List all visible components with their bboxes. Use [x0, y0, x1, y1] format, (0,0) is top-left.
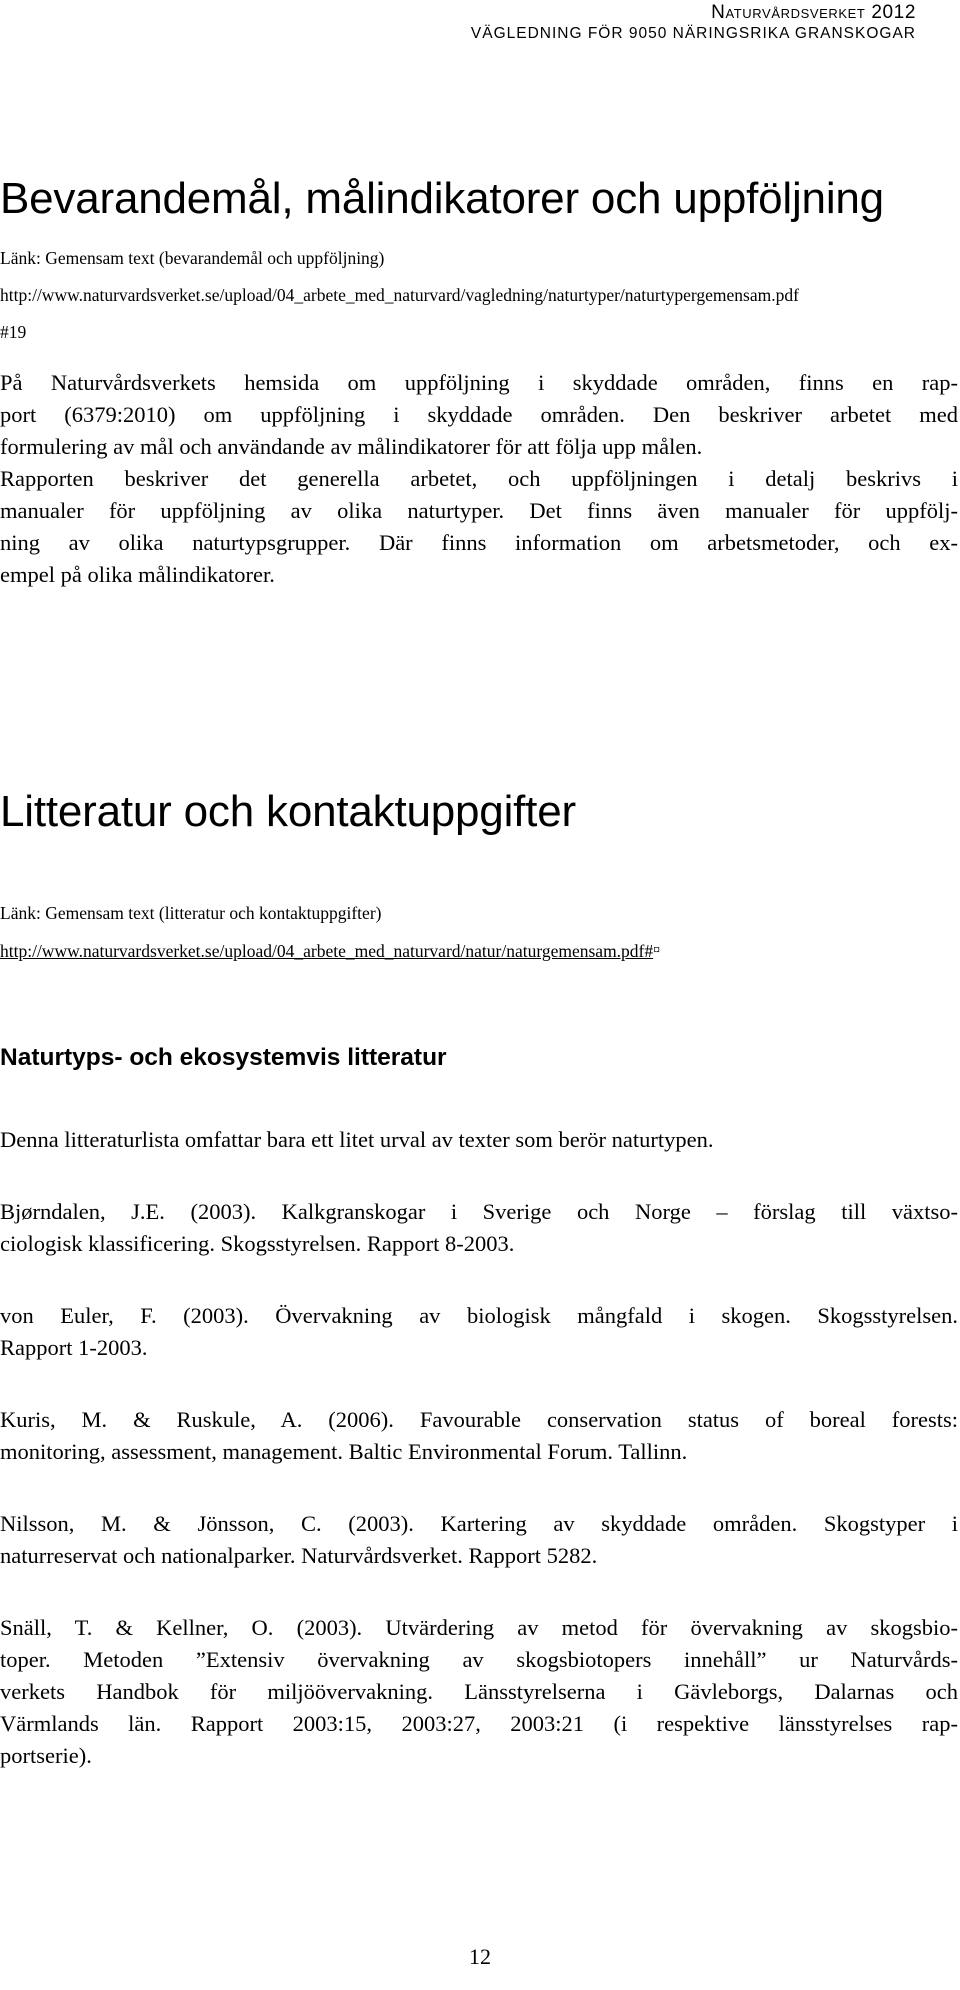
paragraph-line: port (6379:2010) om uppföljning i skyddade områden. Den beskriver arbetet med [0, 402, 958, 427]
currency-sign-icon: ¤ [653, 943, 661, 958]
reference-line: von Euler, F. (2003). Övervakning av biologisk mångfald i skogen. Skogsstyrelsen. [0, 1303, 958, 1328]
reference-line: portserie). [0, 1743, 92, 1768]
page-header [471, 0, 916, 44]
reference-line: naturreservat och nationalparker. Naturvårdsverket. Rapport 5282. [0, 1543, 598, 1568]
paragraph-line: På Naturvårdsverkets hemsida om uppföljning i skyddade områden, finns en rap- [0, 370, 958, 395]
reference-line: ciologisk klassificering. Skogsstyrelsen. Rapport 8-2003. [0, 1231, 515, 1256]
paragraph-line: formulering av mål och användande av målindikatorer för att följa upp målen. [0, 434, 703, 459]
link-url-bevarandemal[interactable]: http://www.naturvardsverket.se/upload/04_arbete_med_naturvard/vagledning/naturtyper/naturtypergemensam.pdf [0, 285, 799, 305]
section-heading-bevarandemal: Bevarandemål, målindikatorer och uppföljning [0, 174, 884, 223]
link-anchor-bevarandemal[interactable]: #19 [0, 322, 27, 342]
page-number: 12 [469, 1944, 491, 1969]
header-title: Naturvårdsverket 2012 [711, 2, 916, 23]
section-heading-litteratur: Litteratur och kontaktuppgifter [0, 787, 576, 836]
reference-line: Nilsson, M. & Jönsson, C. (2003). Kartering av skyddade områden. Skogstyper i [0, 1511, 958, 1536]
paragraph-line: ning av olika naturtypsgrupper. Där finns information om arbetsmetoder, och ex- [0, 530, 958, 555]
paragraph-line: empel på olika målindikatorer. [0, 562, 275, 587]
reference-line: Värmlands län. Rapport 2003:15, 2003:27, 2003:21 (i respektive länsstyrelses rap- [0, 1711, 958, 1736]
intro-text [0, 1124, 958, 1156]
section-heading-naturtyp-litteratur: Naturtyps- och ekosystemvis litteratur [0, 1044, 447, 1071]
reference-line: Snäll, T. & Kellner, O. (2003). Utvärdering av metod för övervakning av skogsbio- [0, 1615, 958, 1640]
reference-item [0, 1612, 958, 1772]
header-subtitle: VÄGLEDNING FÖR 9050 NÄRINGSRIKA GRANSKOGAR [470, 25, 916, 42]
reference-item [0, 1196, 958, 1260]
reference-line: verkets Handbok för miljöövervakning. Länsstyrelserna i Gävleborgs, Dalarnas och [0, 1679, 958, 1704]
paragraph-line: manualer för uppföljning av olika naturtyper. Det finns även manualer för uppfölj- [0, 498, 958, 523]
link-label-bevarandemal: Länk: Gemensam text (bevarandemål och uppföljning) [0, 248, 385, 268]
intro-line: Denna litteraturlista omfattar bara ett litet urval av texter som berör naturtypen. [0, 1127, 714, 1152]
link-url-litteratur[interactable] [0, 941, 660, 962]
paragraph-line: Rapporten beskriver det generella arbetet, och uppföljningen i detalj beskrivs i [0, 466, 958, 491]
reference-item [0, 1300, 958, 1364]
reference-line: Bjørndalen, J.E. (2003). Kalkgranskogar i Sverige och Norge – förslag till växtso- [0, 1199, 958, 1224]
reference-item [0, 1508, 958, 1572]
reference-line: monitoring, assessment, management. Baltic Environmental Forum. Tallinn. [0, 1439, 688, 1464]
reference-line: toper. Metoden ”Extensiv övervakning av skogsbiotopers innehåll” ur Naturvårds- [0, 1647, 958, 1672]
link-url-text[interactable]: http://www.naturvardsverket.se/upload/04_arbete_med_naturvard/natur/naturgemensam.pdf# [0, 941, 654, 961]
link-label-litteratur: Länk: Gemensam text (litteratur och kontaktuppgifter) [0, 903, 382, 923]
reference-line: Rapport 1-2003. [0, 1335, 148, 1360]
paragraph-uppfoljning [0, 367, 958, 591]
reference-line: Kuris, M. & Ruskule, A. (2006). Favourable conservation status of boreal forests: [0, 1407, 958, 1432]
reference-item [0, 1404, 958, 1468]
